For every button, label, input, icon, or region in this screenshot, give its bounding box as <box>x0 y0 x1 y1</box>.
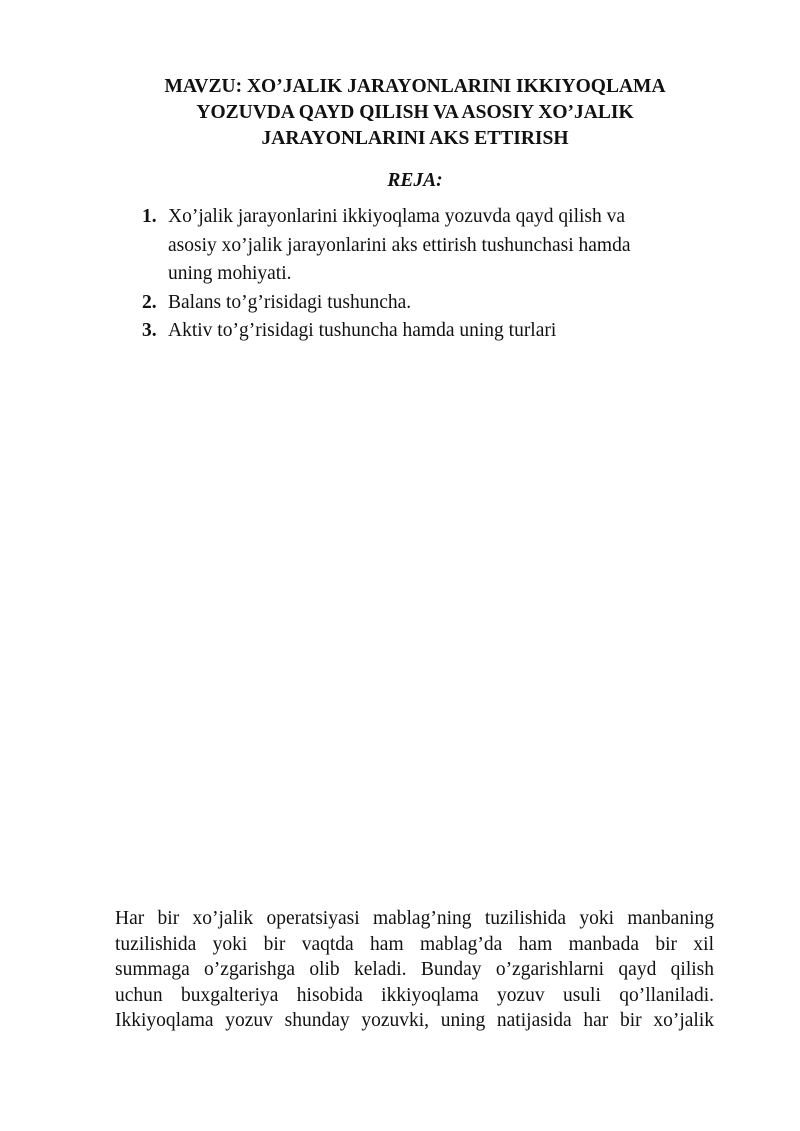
body-line: tuzilishida yoki bir vaqtda ham mablag’da ham manbada bir xil <box>115 933 714 955</box>
plan-list <box>142 203 702 346</box>
title-line: JARAYONLARINI AKS ETTIRISH <box>261 128 569 149</box>
plan-item-number: 1. <box>142 206 157 227</box>
plan-item-2 <box>142 289 702 318</box>
plan-heading: REJA: <box>387 170 443 191</box>
plan-item-number: 2. <box>142 291 157 313</box>
title-line: YOZUVDA QAYD QILISH VA ASOSIY XO’JALIK <box>196 102 634 123</box>
plan-item-1 <box>142 203 702 289</box>
plan-item-line: uning mohiyati. <box>168 263 292 284</box>
plan-item-text <box>168 317 702 346</box>
plan-item-line: Aktiv to’g’risidagi tushuncha hamda uning turlari <box>168 320 557 341</box>
plan-item-text <box>168 289 702 318</box>
plan-item-line: Xo’jalik jarayonlarini ikkiyoqlama yozuvda qayd qilish va <box>168 206 626 227</box>
body-line: Ikkiyoqlama yozuv shunday yozuvki, uning natijasida har bir xo’jalik <box>115 1010 714 1031</box>
plan-item-text <box>168 203 702 289</box>
body-line: uchun buxgalteriya hisobida ikkiyoqlama yozuv usuli qo’llaniladi. <box>115 984 714 1006</box>
document-title <box>100 74 730 152</box>
body-paragraph <box>115 906 714 1034</box>
plan-item-line: Balans to’g’risidagi tushuncha. <box>168 291 412 313</box>
plan-item-number: 3. <box>142 320 157 341</box>
body-line: Har bir xo’jalik operatsiyasi mablag’ning tuzilishida yoki manbaning <box>115 908 714 929</box>
body-line: summaga o’zgarishga olib keladi. Bunday o’zgarishlarni qayd qilish <box>115 959 714 980</box>
plan-item-3 <box>142 317 702 346</box>
plan-item-line: asosiy xo’jalik jarayonlarini aks ettirish tushunchasi hamda <box>168 234 631 256</box>
title-line: MAVZU: XO’JALIK JARAYONLARINI IKKIYOQLAMA <box>164 76 666 97</box>
